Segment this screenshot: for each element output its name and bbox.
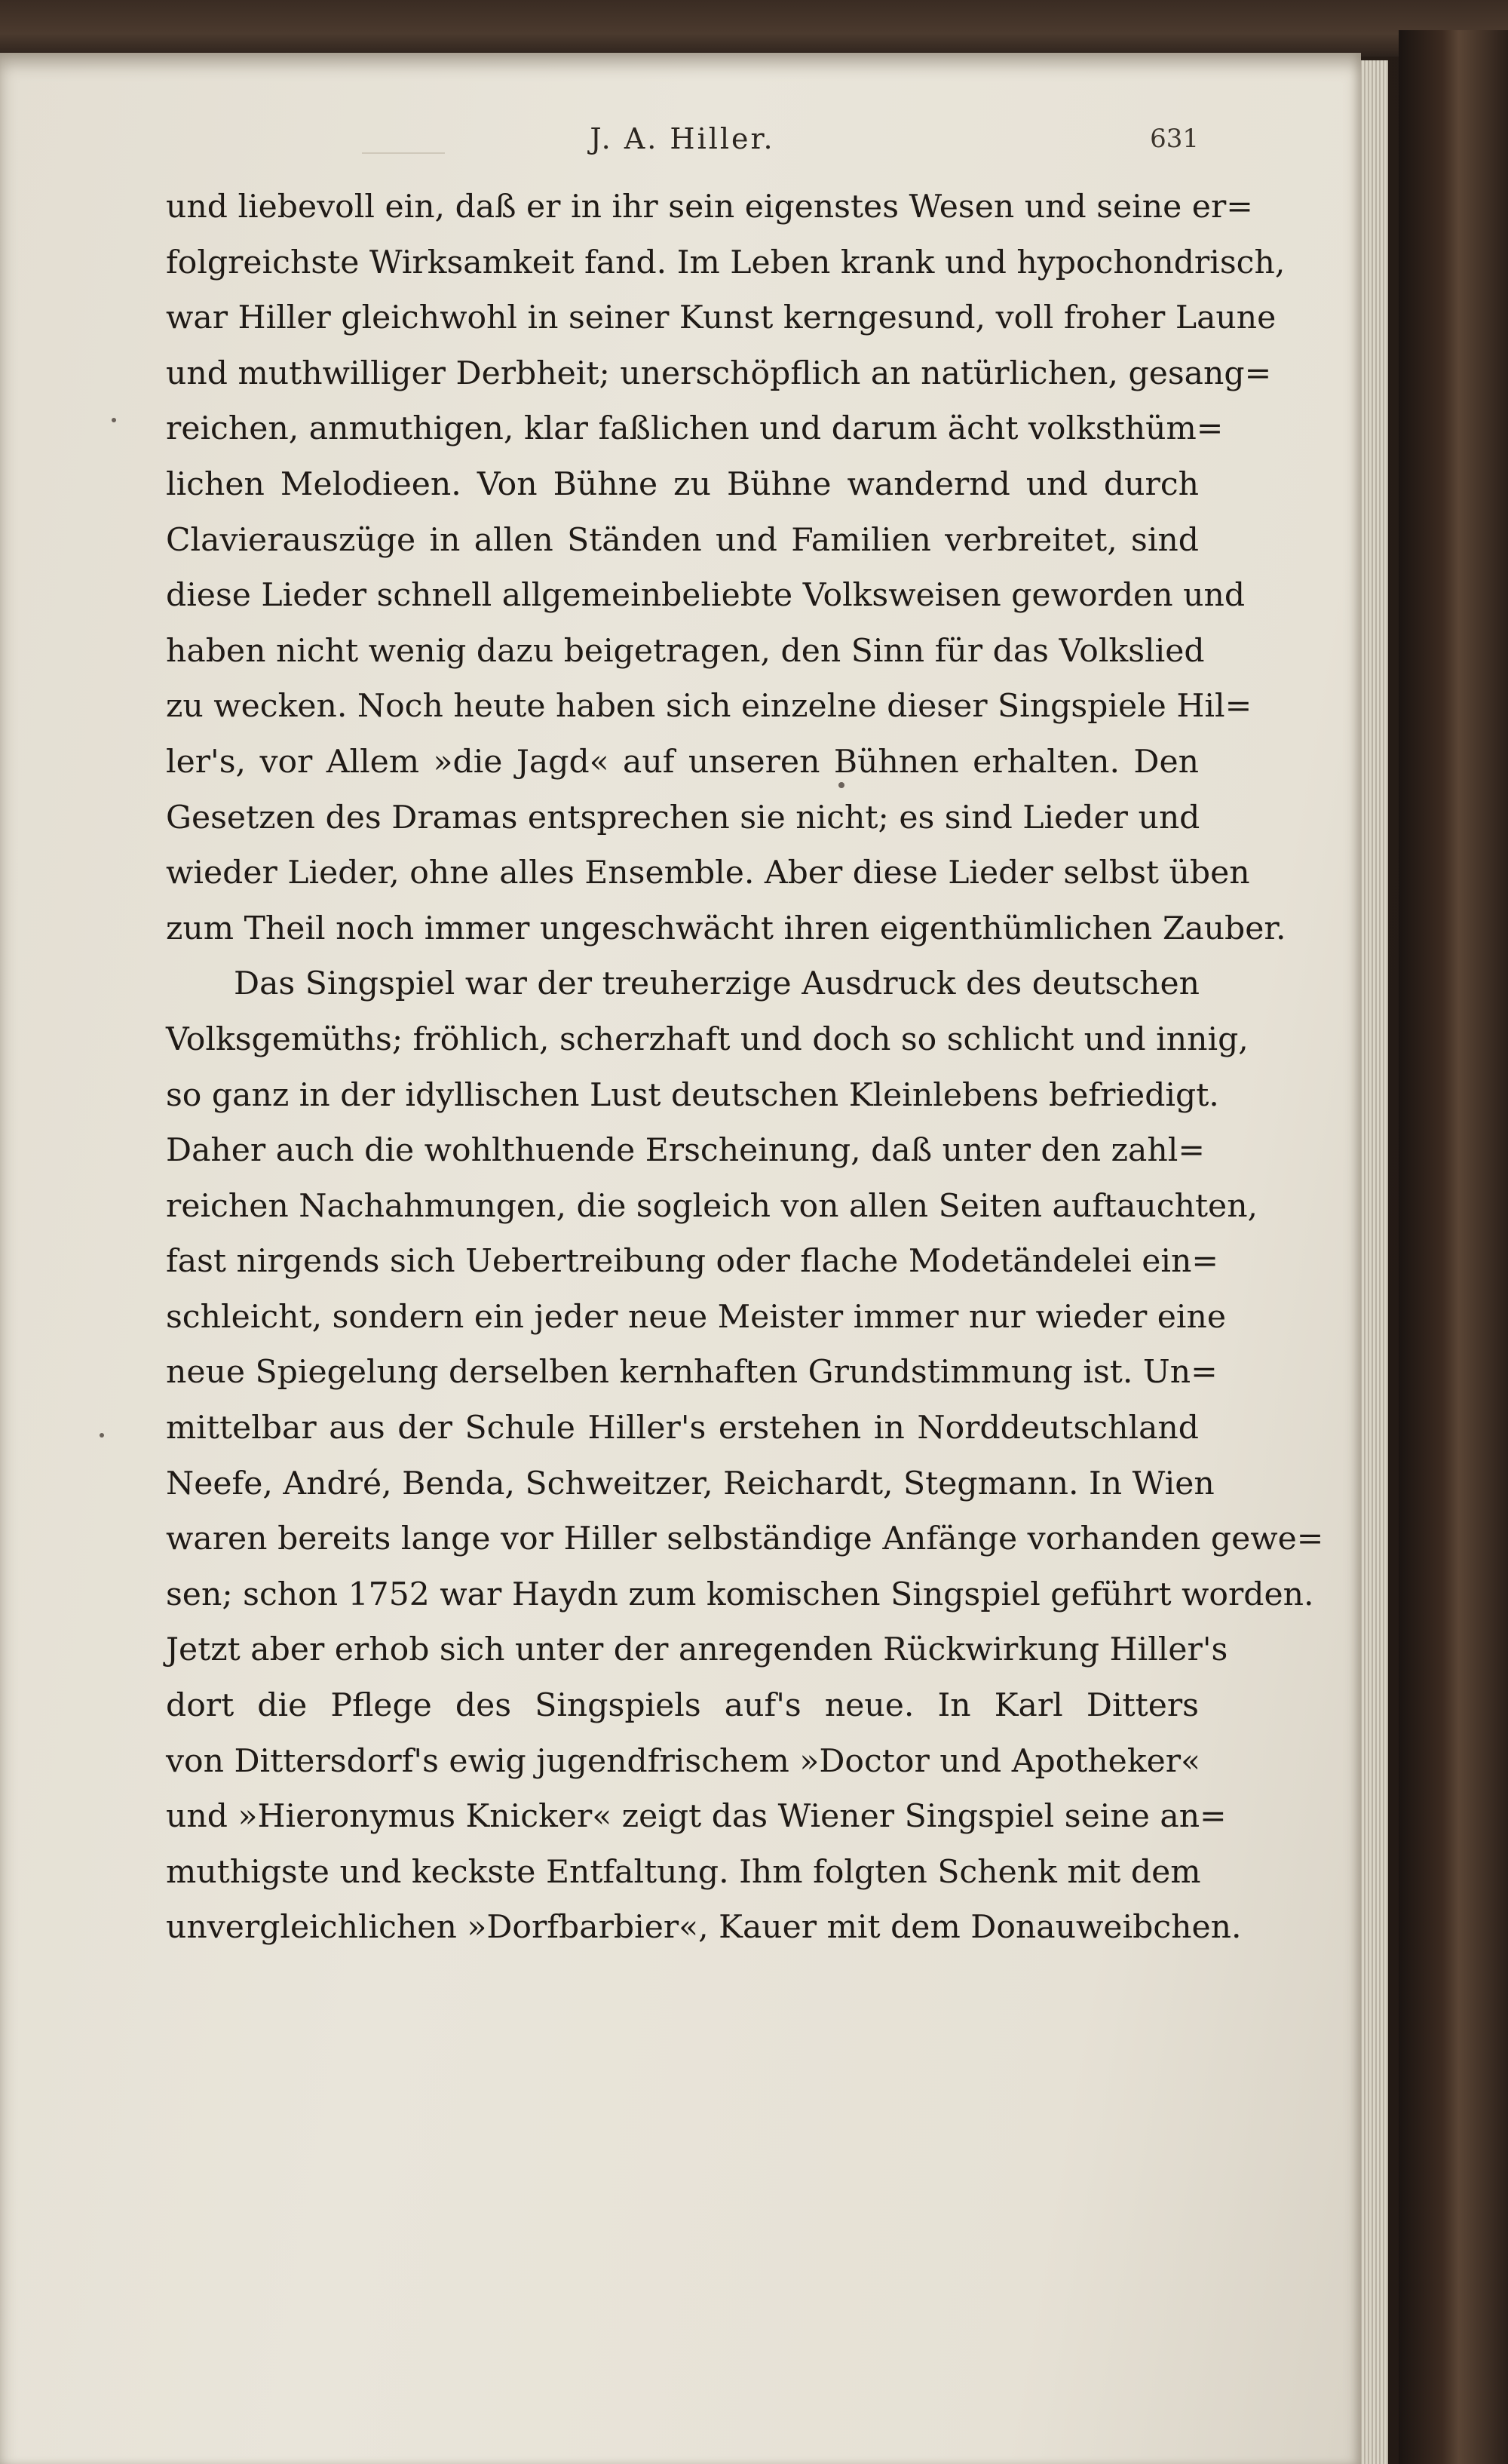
text-line: reichen Nachahmungen, die sogleich von allen Seiten auftauchten,	[166, 1187, 1258, 1225]
text-line: folgreichste Wirksamkeit fand. Im Leben krank und hypochondrisch,	[166, 244, 1286, 281]
text-line: dort die Pflege des Singspiels auf's neue. In Karl Ditters	[166, 1687, 1199, 1725]
text-line: diese Lieder schnell allgemeinbeliebte Volksweisen geworden und	[166, 577, 1246, 615]
page-header	[166, 122, 1199, 167]
text-line: haben nicht wenig dazu beigetragen, den Sinn für das Volkslied	[166, 632, 1205, 670]
page-stack-edge	[1357, 60, 1388, 2464]
text-line: lichen Melodieen. Von Bühne zu Bühne wandernd und durch	[166, 465, 1199, 503]
text-line: und liebevoll ein, daß er in ihr sein eigenstes Wesen und seine er=	[166, 189, 1253, 226]
text-line: und »Hieronymus Knicker« zeigt das Wiener Singspiel seine an=	[166, 1798, 1227, 1836]
text-line: war Hiller gleichwohl in seiner Kunst kerngesund, voll froher Laune	[166, 299, 1277, 337]
text-line: so ganz in der idyllischen Lust deutschen Kleinlebens befriedigt.	[166, 1076, 1219, 1114]
text-line: Jetzt aber erhob sich unter der anregenden Rückwirkung Hiller's	[166, 1631, 1228, 1669]
text-line: Neefe, André, Benda, Schweitzer, Reichardt, Stegmann. In Wien	[166, 1465, 1215, 1502]
text-line: Gesetzen des Dramas entsprechen sie nicht; es sind Lieder und	[166, 799, 1200, 836]
text-line: muthigste und keckste Entfaltung. Ihm folgten Schenk mit dem	[166, 1853, 1201, 1891]
text-line: und muthwilliger Derbheit; unerschöpflich an natürlichen, gesang=	[166, 354, 1272, 392]
text-line: reichen, anmuthigen, klar faßlichen und darum ächt volksthüm=	[166, 410, 1224, 448]
text-line: waren bereits lange vor Hiller selbständige Anfänge vorhanden gewe=	[166, 1520, 1324, 1558]
stray-mark	[112, 418, 116, 422]
stray-mark	[100, 1433, 104, 1438]
page-number: 631	[1150, 124, 1199, 154]
text-line: unvergleichlichen »Dorfbarbier«, Kauer mit dem Donauweibchen.	[166, 1909, 1242, 1947]
text-line: Das Singspiel war der treuherzige Ausdruck des deutschen	[234, 965, 1200, 1003]
running-title: J. A. Hiller.	[590, 122, 775, 155]
text-line: Clavierauszüge in allen Ständen und Familien verbreitet, sind	[166, 521, 1199, 559]
text-line: von Dittersdorf's ewig jugendfrischem »Doctor und Apotheker«	[166, 1742, 1201, 1780]
text-line: zum Theil noch immer ungeschwächt ihren eigenthümlichen Zauber.	[166, 910, 1286, 947]
book-cover-spine-edge	[1399, 30, 1508, 2464]
text-line: Volksgemüths; fröhlich, scherzhaft und doch so schlicht und innig,	[166, 1020, 1249, 1058]
text-line: sen; schon 1752 war Haydn zum komischen Singspiel geführt worden.	[166, 1576, 1314, 1613]
text-line: fast nirgends sich Uebertreibung oder flache Modetändelei ein=	[166, 1243, 1219, 1281]
text-line: schleicht, sondern ein jeder neue Meister immer nur wieder eine	[166, 1298, 1227, 1336]
body-text	[166, 180, 1324, 1956]
text-line: ler's, vor Allem »die Jagd« auf unseren Bühnen erhalten. Den	[166, 743, 1199, 781]
text-line: zu wecken. Noch heute haben sich einzelne dieser Singspiele Hil=	[166, 688, 1252, 726]
text-line: neue Spiegelung derselben kernhaften Grundstimmung ist. Un=	[166, 1354, 1218, 1392]
text-line: mittelbar aus der Schule Hiller's erstehen in Norddeutschland	[166, 1410, 1199, 1447]
text-line: Daher auch die wohlthuende Erscheinung, daß unter den zahl=	[166, 1132, 1205, 1170]
book-cover-top-edge	[0, 0, 1508, 57]
text-line: wieder Lieder, ohne alles Ensemble. Aber diese Lieder selbst üben	[166, 855, 1250, 892]
